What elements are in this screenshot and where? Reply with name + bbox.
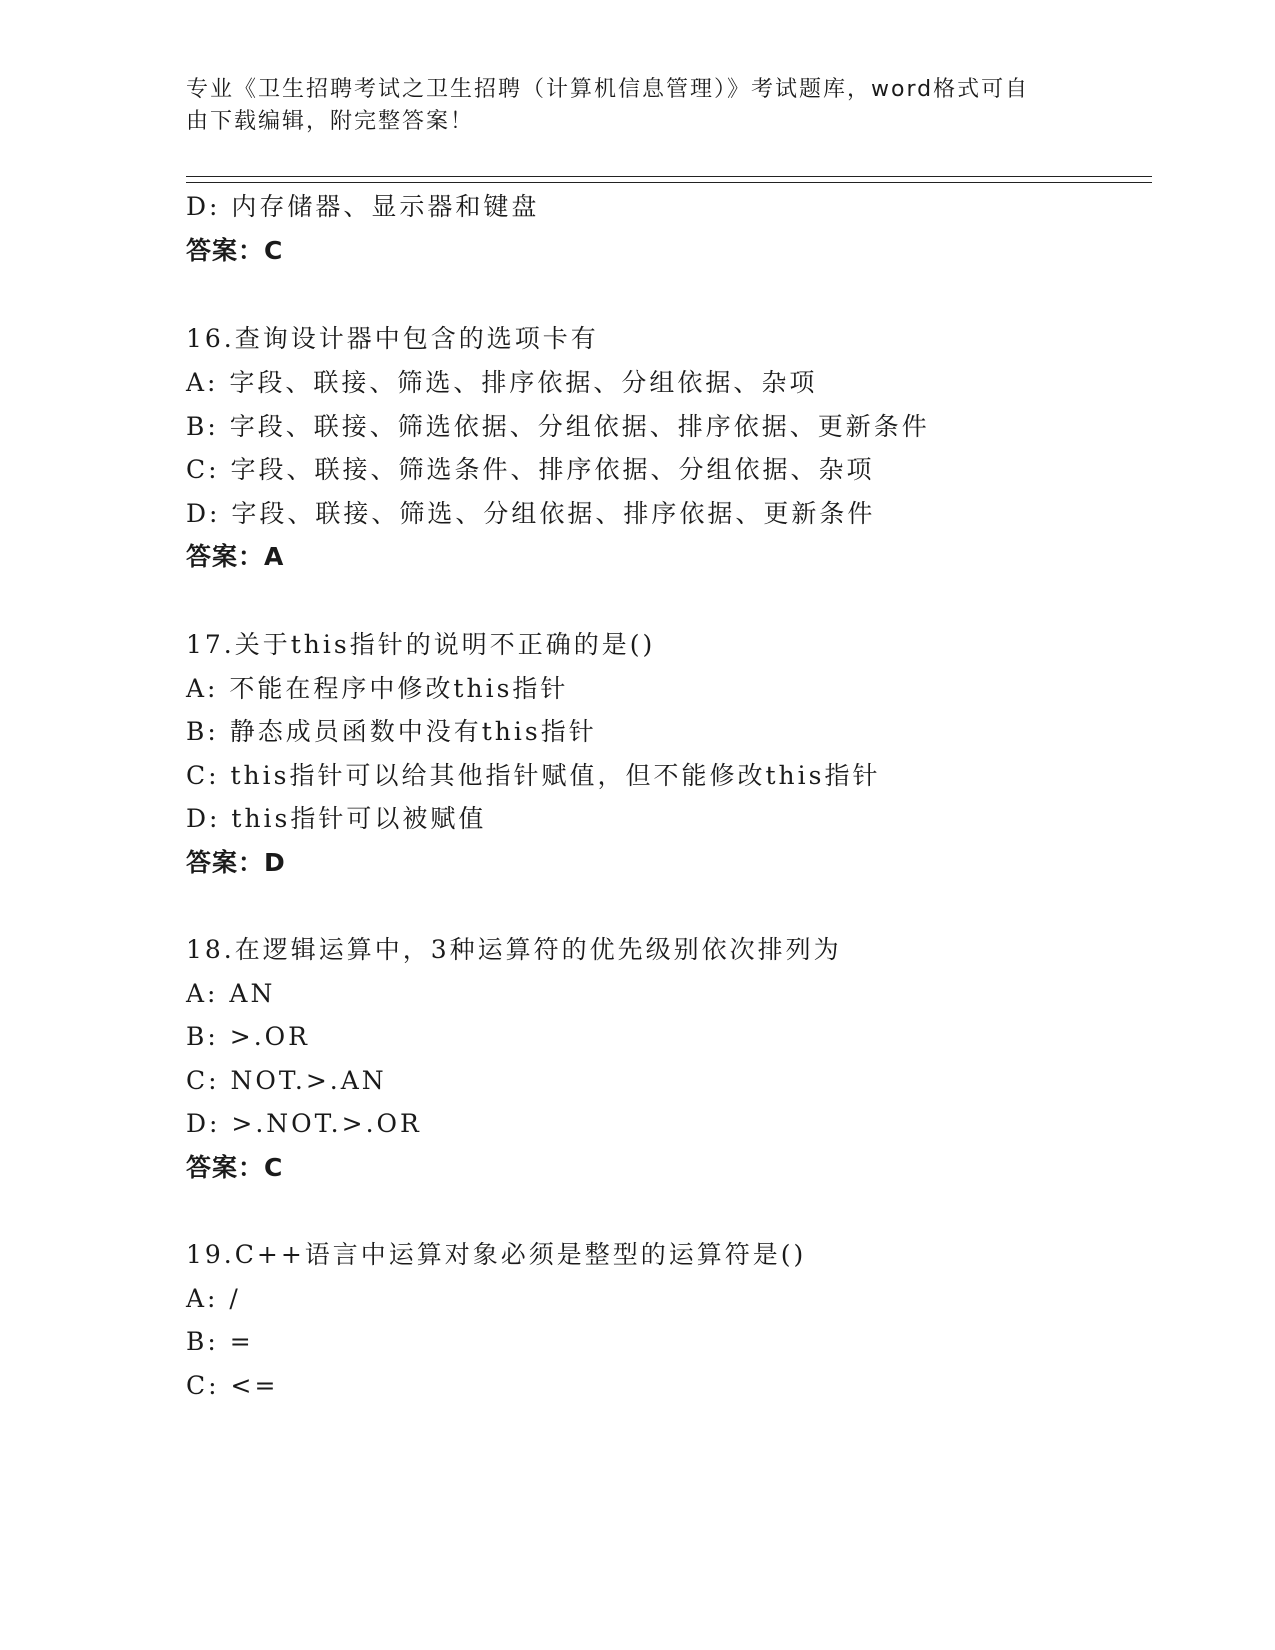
question-16-option-a: A: 字段、联接、筛选、排序依据、分组依据、杂项 bbox=[186, 368, 818, 397]
question-18-option-a: A: AN bbox=[186, 979, 276, 1008]
question-17-option-d: D: this指针可以被赋值 bbox=[186, 804, 487, 833]
question-18-answer: 答案：C bbox=[186, 1153, 284, 1182]
question-17-option-c: C: this指针可以给其他指针赋值，但不能修改this指针 bbox=[186, 761, 881, 790]
header-line-2: 由下载编辑，附完整答案！ bbox=[186, 109, 475, 134]
header-divider-top bbox=[186, 176, 1152, 177]
question-15-answer: 答案：C bbox=[186, 236, 284, 265]
question-17-option-a: A: 不能在程序中修改this指针 bbox=[186, 674, 569, 703]
question-17-option-b: B: 静态成员函数中没有this指针 bbox=[186, 717, 597, 746]
question-16-option-b: B: 字段、联接、筛选依据、分组依据、排序依据、更新条件 bbox=[186, 412, 930, 441]
question-16-answer: 答案：A bbox=[186, 542, 285, 571]
question-18-option-d: D: >.NOT.>.OR bbox=[186, 1109, 422, 1138]
question-19-stem: 19.C++语言中运算对象必须是整型的运算符是() bbox=[186, 1240, 807, 1269]
question-19-option-a: A: / bbox=[186, 1284, 241, 1313]
question-19-option-c: C: <= bbox=[186, 1371, 279, 1400]
question-18-option-b: B: >.OR bbox=[186, 1022, 310, 1051]
question-18-stem: 18.在逻辑运算中，3种运算符的优先级别依次排列为 bbox=[186, 935, 842, 964]
question-15-option-d: D: 内存储器、显示器和键盘 bbox=[186, 192, 540, 221]
question-17-answer: 答案：D bbox=[186, 848, 286, 877]
question-18-option-c: C: NOT.>.AN bbox=[186, 1066, 387, 1095]
question-16-option-c: C: 字段、联接、筛选条件、排序依据、分组依据、杂项 bbox=[186, 455, 875, 484]
document-header bbox=[186, 74, 1066, 138]
question-19-option-b: B: = bbox=[186, 1327, 254, 1356]
question-16-stem: 16.查询设计器中包含的选项卡有 bbox=[186, 324, 599, 353]
question-16-option-d: D: 字段、联接、筛选、分组依据、排序依据、更新条件 bbox=[186, 499, 876, 528]
header-divider-bottom bbox=[186, 182, 1152, 183]
question-17-stem: 17.关于this指针的说明不正确的是() bbox=[186, 630, 656, 659]
header-line-1: 专业《卫生招聘考试之卫生招聘（计算机信息管理）》考试题库，word格式可自 bbox=[186, 77, 1030, 102]
